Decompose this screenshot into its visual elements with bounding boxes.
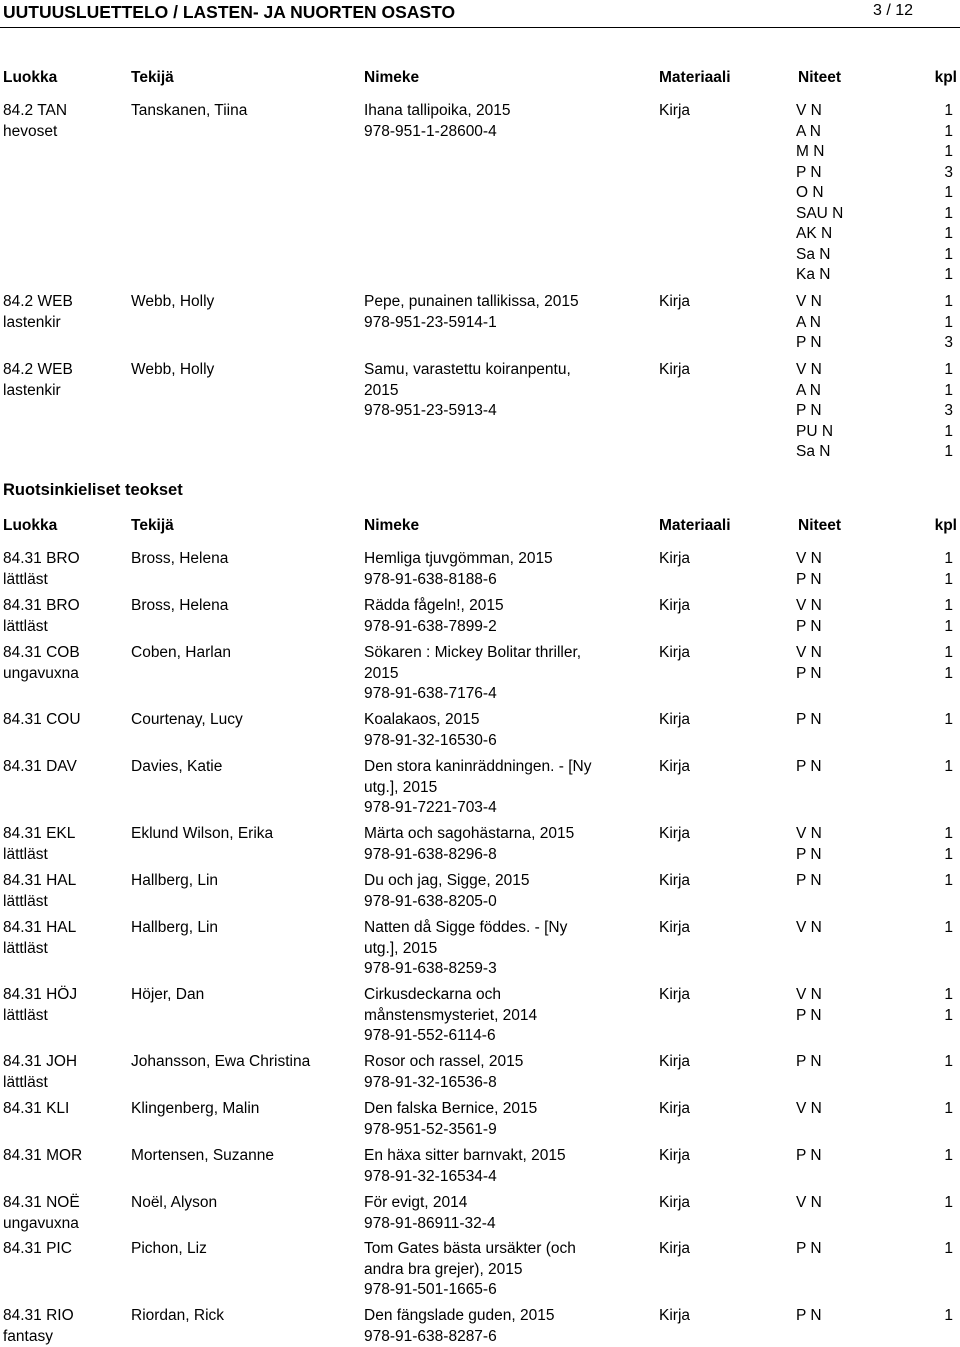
- copy-count: 1: [944, 1240, 953, 1257]
- classification: 84.31 COU: [3, 711, 81, 728]
- copy-location: V N: [796, 1100, 822, 1117]
- material-type: Kirja: [659, 919, 691, 936]
- title: Sökaren : Mickey Bolitar thriller,: [364, 644, 582, 661]
- catalog-entry: [0, 549, 960, 590]
- entry-line: [0, 798, 960, 819]
- copy-count: 1: [944, 550, 953, 567]
- author: Hallberg, Lin: [131, 919, 219, 936]
- catalog-entry: [0, 1193, 960, 1234]
- copy-location: A N: [796, 381, 821, 399]
- entry-line: [0, 442, 960, 463]
- copy-location: A N: [796, 313, 821, 331]
- header-divider: [0, 27, 960, 28]
- catalog-entry: [0, 824, 960, 865]
- material-type: Kirja: [659, 550, 691, 567]
- classification: 84.31 RIO: [3, 1307, 74, 1324]
- copy-location: P N: [796, 711, 822, 728]
- section-title-swedish: Ruotsinkieliset teokset: [3, 481, 183, 499]
- entry-line: [0, 939, 960, 960]
- copy-location: P N: [796, 1147, 822, 1164]
- material-type: Kirja: [659, 1240, 691, 1257]
- title: utg.], 2015: [364, 778, 438, 796]
- isbn: 978-91-638-8287-6: [364, 1327, 497, 1345]
- copy-location: V N: [796, 102, 822, 119]
- entry-line: [0, 643, 960, 664]
- catalog-entry: [0, 985, 960, 1047]
- title: Pepe, punainen tallikissa, 2015: [364, 293, 579, 310]
- copy-count: 1: [944, 1307, 953, 1324]
- copy-location: P N: [796, 334, 822, 351]
- copy-location: V N: [796, 361, 822, 378]
- classification: 84.2 WEB: [3, 293, 73, 310]
- entry-line: [0, 313, 960, 334]
- column-header-row: [0, 517, 960, 537]
- title: Samu, varastettu koiranpentu,: [364, 361, 571, 378]
- title: Rädda fågeln!, 2015: [364, 597, 504, 614]
- copy-location: PU N: [796, 422, 834, 440]
- isbn: 978-91-638-8259-3: [364, 960, 497, 977]
- copy-count: 1: [944, 266, 953, 283]
- material-type: Kirja: [659, 1194, 691, 1211]
- catalog-entry: [0, 292, 960, 354]
- title: 2015: [364, 381, 399, 399]
- copy-location: P N: [796, 872, 822, 889]
- copy-count: 1: [944, 872, 953, 889]
- catalog-entry: [0, 757, 960, 819]
- copy-count: 1: [944, 758, 953, 775]
- entry-line: [0, 985, 960, 1006]
- isbn: 978-91-7221-703-4: [364, 799, 497, 816]
- copy-count: 1: [944, 597, 953, 614]
- material-type: Kirja: [659, 986, 691, 1003]
- author: Johansson, Ewa Christina: [131, 1053, 311, 1070]
- isbn: 978-951-23-5914-1: [364, 313, 497, 331]
- entry-line: [0, 183, 960, 204]
- copy-location: V N: [796, 644, 822, 661]
- copy-location: P N: [796, 1053, 822, 1070]
- column-header-row: [0, 69, 960, 89]
- copy-location: V N: [796, 986, 822, 1003]
- classification: 84.31 PIC: [3, 1240, 72, 1257]
- entry-line: [0, 664, 960, 685]
- catalog-entry: [0, 710, 960, 751]
- copy-count: 1: [944, 1053, 953, 1070]
- copy-count: 1: [944, 570, 953, 588]
- entry-line: [0, 684, 960, 705]
- entry-line: [0, 871, 960, 892]
- material-type: Kirja: [659, 1100, 691, 1117]
- copy-count: 1: [944, 664, 953, 682]
- copy-count: 1: [944, 919, 953, 936]
- author: Webb, Holly: [131, 361, 215, 378]
- entry-line: [0, 1167, 960, 1188]
- entry-line: [0, 245, 960, 266]
- author: Eklund Wilson, Erika: [131, 825, 274, 842]
- copy-location: Sa N: [796, 443, 831, 460]
- author: Tanskanen, Tiina: [131, 102, 248, 119]
- copy-count: 1: [944, 422, 953, 440]
- copy-count: 1: [944, 1194, 953, 1211]
- entry-line: [0, 224, 960, 245]
- copy-count: 1: [944, 986, 953, 1003]
- author: Bross, Helena: [131, 597, 229, 614]
- entry-line: [0, 549, 960, 570]
- classification: 84.31 HAL: [3, 919, 77, 936]
- copy-count: 1: [944, 617, 953, 635]
- isbn: 978-91-638-7899-2: [364, 617, 497, 635]
- isbn: 978-91-638-8188-6: [364, 570, 497, 588]
- classification: lättläst: [3, 1073, 48, 1091]
- copy-location: V N: [796, 1194, 822, 1211]
- classification: 84.31 COB: [3, 644, 80, 661]
- copy-location: V N: [796, 919, 822, 936]
- catalog-entry: [0, 643, 960, 705]
- classification: lastenkir: [3, 381, 61, 399]
- title: En häxa sitter barnvakt, 2015: [364, 1147, 566, 1164]
- classification: 84.31 KLI: [3, 1100, 70, 1117]
- entry-line: [0, 360, 960, 381]
- title: Koalakaos, 2015: [364, 711, 480, 728]
- copy-count: 1: [944, 711, 953, 728]
- column-header-nimeke: Nimeke: [364, 517, 420, 534]
- isbn: 978-951-52-3561-9: [364, 1120, 497, 1138]
- classification: 84.2 WEB: [3, 361, 73, 378]
- isbn: 978-91-638-8205-0: [364, 892, 497, 910]
- copy-location: P N: [796, 845, 822, 863]
- document-title: UUTUUSLUETTELO / LASTEN- JA NUORTEN OSASTO: [3, 2, 456, 22]
- column-header-materiaali: Materiaali: [659, 69, 731, 86]
- title: Den fängslade guden, 2015: [364, 1307, 555, 1324]
- copy-location: V N: [796, 597, 822, 614]
- entry-line: [0, 1260, 960, 1281]
- title: månstensmysteriet, 2014: [364, 1006, 538, 1024]
- column-header-niteet: Niteet: [798, 517, 842, 534]
- material-type: Kirja: [659, 102, 691, 119]
- title: Tom Gates bästa ursäkter (och: [364, 1240, 576, 1257]
- entry-line: [0, 1327, 960, 1347]
- classification: ungavuxna: [3, 1214, 79, 1232]
- material-type: Kirja: [659, 758, 691, 775]
- column-header-tekija: Tekijä: [131, 69, 174, 86]
- classification: 84.31 HÖJ: [3, 986, 78, 1003]
- entry-line: [0, 918, 960, 939]
- catalog-entry: [0, 1146, 960, 1187]
- catalog-entry: [0, 596, 960, 637]
- title: Den falska Bernice, 2015: [364, 1100, 538, 1117]
- material-type: Kirja: [659, 872, 691, 889]
- copy-location: A N: [796, 122, 821, 140]
- isbn: 978-951-23-5913-4: [364, 402, 497, 419]
- entry-line: [0, 1026, 960, 1047]
- copy-count: 1: [944, 1006, 953, 1024]
- copy-location: SAU N: [796, 204, 844, 222]
- classification: 84.31 NOË: [3, 1194, 80, 1211]
- copy-location: P N: [796, 1006, 822, 1024]
- catalog-entry: [0, 1099, 960, 1140]
- copy-count: 1: [944, 313, 953, 331]
- copy-count: 1: [944, 361, 953, 378]
- classification: lättläst: [3, 617, 48, 635]
- copy-count: 1: [944, 443, 953, 460]
- catalog-entry: [0, 1052, 960, 1093]
- copy-location: V N: [796, 293, 822, 310]
- author: Riordan, Rick: [131, 1307, 225, 1324]
- copy-count: 1: [944, 1147, 953, 1164]
- classification: 84.31 BRO: [3, 550, 80, 567]
- author: Bross, Helena: [131, 550, 229, 567]
- entry-line: [0, 778, 960, 799]
- author: Courtenay, Lucy: [131, 711, 243, 728]
- entry-line: [0, 422, 960, 443]
- catalog-entry: [0, 101, 960, 286]
- copy-location: P N: [796, 1240, 822, 1257]
- author: Webb, Holly: [131, 293, 215, 310]
- copy-location: P N: [796, 1307, 822, 1324]
- entry-line: [0, 1239, 960, 1260]
- classification: 84.2 TAN: [3, 102, 68, 119]
- copy-location: O N: [796, 184, 824, 201]
- entry-line: [0, 381, 960, 402]
- author: Klingenberg, Malin: [131, 1100, 260, 1117]
- copy-count: 1: [944, 122, 953, 140]
- copy-location: Ka N: [796, 266, 831, 283]
- entry-line: [0, 1306, 960, 1327]
- entry-line: [0, 617, 960, 638]
- column-header-kpl: kpl: [934, 517, 957, 534]
- copy-count: 1: [944, 845, 953, 863]
- copy-location: M N: [796, 143, 825, 160]
- entry-line: [0, 1052, 960, 1073]
- classification: lättläst: [3, 845, 48, 863]
- copy-location: Sa N: [796, 245, 831, 263]
- material-type: Kirja: [659, 825, 691, 842]
- material-type: Kirja: [659, 1307, 691, 1324]
- entry-line: [0, 1280, 960, 1301]
- entry-line: [0, 1073, 960, 1094]
- classification: lättläst: [3, 570, 48, 588]
- entry-line: [0, 959, 960, 980]
- copy-count: 1: [944, 245, 953, 263]
- classification: 84.31 HAL: [3, 872, 77, 889]
- material-type: Kirja: [659, 644, 691, 661]
- classification: hevoset: [3, 122, 58, 140]
- entry-line: [0, 292, 960, 313]
- entry-line: [0, 1214, 960, 1235]
- material-type: Kirja: [659, 1147, 691, 1164]
- copy-count: 1: [944, 644, 953, 661]
- column-header-luokka: Luokka: [3, 517, 58, 534]
- copy-location: P N: [796, 617, 822, 635]
- entry-line: [0, 401, 960, 422]
- entry-line: [0, 596, 960, 617]
- material-type: Kirja: [659, 293, 691, 310]
- entry-line: [0, 101, 960, 122]
- title: Den stora kaninräddningen. - [Ny: [364, 758, 592, 775]
- copy-location: AK N: [796, 225, 833, 242]
- isbn: 978-91-552-6114-6: [364, 1027, 496, 1044]
- copy-count: 1: [944, 204, 953, 222]
- title: Märta och sagohästarna, 2015: [364, 825, 575, 842]
- page-header: [0, 0, 960, 28]
- catalog-entry: [0, 871, 960, 912]
- classification: lättläst: [3, 1006, 48, 1024]
- author: Pichon, Liz: [131, 1240, 207, 1257]
- copy-location: P N: [796, 570, 822, 588]
- entry-line: [0, 122, 960, 143]
- entry-line: [0, 142, 960, 163]
- title: utg.], 2015: [364, 939, 438, 957]
- catalog-entry: [0, 1306, 960, 1347]
- copy-count: 1: [944, 825, 953, 842]
- entry-line: [0, 1120, 960, 1141]
- author: Mortensen, Suzanne: [131, 1147, 275, 1164]
- copy-count: 1: [944, 102, 953, 119]
- copy-count: 1: [944, 184, 953, 201]
- material-type: Kirja: [659, 1053, 691, 1070]
- title: Hemliga tjuvgömman, 2015: [364, 550, 553, 567]
- title: Du och jag, Sigge, 2015: [364, 872, 530, 889]
- title: Natten då Sigge föddes. - [Ny: [364, 919, 568, 936]
- material-type: Kirja: [659, 597, 691, 614]
- entry-line: [0, 265, 960, 286]
- entry-line: [0, 1099, 960, 1120]
- column-header-nimeke: Nimeke: [364, 69, 420, 86]
- isbn: 978-91-32-16534-4: [364, 1167, 497, 1185]
- copy-count: 1: [944, 225, 953, 242]
- author: Höjer, Dan: [131, 986, 205, 1003]
- column-header-niteet: Niteet: [798, 69, 842, 86]
- entry-line: [0, 731, 960, 752]
- classification: 84.31 BRO: [3, 597, 80, 614]
- entry-line: [0, 824, 960, 845]
- author: Hallberg, Lin: [131, 872, 219, 889]
- entry-line: [0, 163, 960, 184]
- copy-location: P N: [796, 163, 822, 181]
- classification: 84.31 MOR: [3, 1147, 83, 1164]
- classification: 84.31 EKL: [3, 825, 76, 842]
- copy-count: 1: [944, 293, 953, 310]
- classification: lastenkir: [3, 313, 61, 331]
- copy-count: 1: [944, 143, 953, 160]
- copy-location: V N: [796, 825, 822, 842]
- entry-line: [0, 757, 960, 778]
- classification: 84.31 JOH: [3, 1053, 78, 1070]
- copy-count: 1: [944, 381, 953, 399]
- classification: 84.31 DAV: [3, 758, 77, 775]
- entry-line: [0, 710, 960, 731]
- author: Coben, Harlan: [131, 644, 231, 661]
- column-header-materiaali: Materiaali: [659, 517, 731, 534]
- copy-count: 1: [944, 1100, 953, 1117]
- entry-line: [0, 892, 960, 913]
- page-number: 3 / 12: [872, 2, 913, 19]
- entry-line: [0, 333, 960, 354]
- isbn: 978-91-638-7176-4: [364, 685, 497, 702]
- isbn: 978-91-638-8296-8: [364, 845, 497, 863]
- classification: lättläst: [3, 892, 48, 910]
- entry-line: [0, 845, 960, 866]
- title: Rosor och rassel, 2015: [364, 1053, 524, 1070]
- catalog-entry: [0, 360, 960, 463]
- author: Noël, Alyson: [131, 1194, 218, 1211]
- column-header-kpl: kpl: [934, 69, 957, 86]
- classification: lättläst: [3, 939, 48, 957]
- entry-line: [0, 1006, 960, 1027]
- classification: ungavuxna: [3, 664, 79, 682]
- entry-line: [0, 1146, 960, 1167]
- copy-count: 3: [944, 334, 953, 351]
- isbn: 978-91-32-16530-6: [364, 731, 497, 749]
- entry-line: [0, 570, 960, 591]
- isbn: 978-91-86911-32-4: [364, 1214, 496, 1232]
- title: Cirkusdeckarna och: [364, 986, 501, 1003]
- column-header-luokka: Luokka: [3, 69, 58, 86]
- title: andra bra grejer), 2015: [364, 1260, 523, 1278]
- copy-count: 3: [944, 402, 953, 419]
- copy-location: P N: [796, 402, 822, 419]
- catalog-entry: [0, 1239, 960, 1301]
- column-header-tekija: Tekijä: [131, 517, 174, 534]
- material-type: Kirja: [659, 711, 691, 728]
- author: Davies, Katie: [131, 758, 223, 775]
- copy-location: P N: [796, 758, 822, 775]
- copy-count: 3: [944, 163, 953, 181]
- copy-location: V N: [796, 550, 822, 567]
- classification: fantasy: [3, 1327, 53, 1345]
- material-type: Kirja: [659, 361, 691, 378]
- title: 2015: [364, 664, 399, 682]
- isbn: 978-951-1-28600-4: [364, 122, 497, 140]
- isbn: 978-91-501-1665-6: [364, 1281, 497, 1298]
- catalog-entry: [0, 918, 960, 980]
- title: Ihana tallipoika, 2015: [364, 102, 511, 119]
- entry-line: [0, 1193, 960, 1214]
- entry-line: [0, 204, 960, 225]
- copy-location: P N: [796, 664, 822, 682]
- title: För evigt, 2014: [364, 1194, 468, 1211]
- isbn: 978-91-32-16536-8: [364, 1073, 497, 1091]
